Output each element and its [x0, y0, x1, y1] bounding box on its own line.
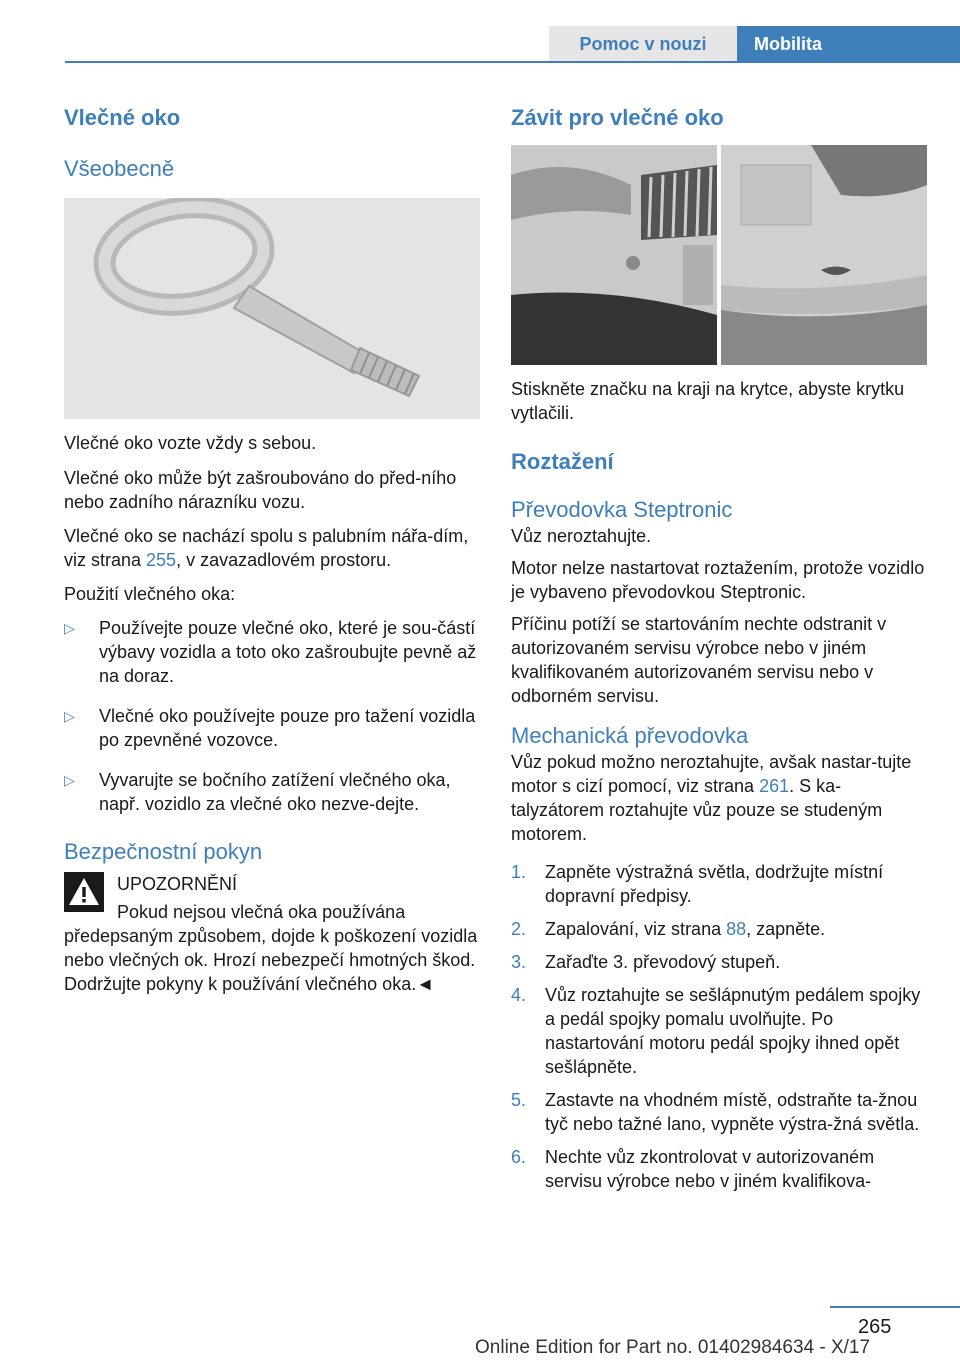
page-link[interactable]: 88	[726, 919, 747, 939]
list-item: 3. Zařaďte 3. převodový stupeň.	[511, 952, 781, 972]
usage-list	[64, 616, 480, 816]
bumper-photo-icon	[511, 145, 927, 365]
paragraph: Použití vlečného oka:	[64, 584, 236, 604]
page-link[interactable]: 261	[759, 776, 790, 796]
paragraph: Motor nelze nastartovat roztažením, protože vozidlo je vybaveno převodovkou Steptronic.	[511, 558, 925, 602]
subsection-title-manual: Mechanická převodovka	[511, 723, 749, 748]
page-number: 265	[858, 1316, 892, 1338]
warning-block	[64, 872, 480, 996]
paragraph: Vlečné oko může být zašroubováno do před-ního nebo zadního nárazníku vozu.	[64, 468, 457, 512]
subsection-title-safety: Bezpečnostní pokyn	[64, 839, 263, 864]
left-column	[64, 100, 480, 996]
header-tabs	[549, 26, 960, 62]
list-item: ▷ Vlečné oko používejte pouze pro tažení vozidla po zpevněné vozovce.	[64, 706, 476, 750]
header-divider	[65, 61, 960, 63]
list-item: 5. Zastavte na vhodném místě, odstraňte ta-žnou tyč nebo tažné lano, vypněte výstra-žná světla.	[511, 1090, 920, 1134]
list-item: ▷ Vyvarujte se bočního zatížení vlečného oka, např. vozidlo za vlečné oko nezve-dejte.	[64, 770, 451, 814]
paragraph: Vlečné oko se nachází spolu s palubním nářa-dím, viz strana 255, v zavazadlovém prostoru.	[64, 526, 469, 570]
bumper-photo	[511, 145, 927, 365]
section-title-thread: Závit pro vlečné oko	[511, 105, 724, 130]
paragraph: Vůz neroztahujte.	[511, 526, 652, 546]
list-item: 4. Vůz roztahujte se sešlápnutým pedálem spojky a pedál spojky pomalu uvolňujte. Po nastartování motoru pedál spojky ihned opět sešlápněte.	[511, 985, 921, 1077]
list-item: 6. Nechte vůz zkontrolovat v autorizovaném servisu výrobce nebo v jiném kvalifikova-	[511, 1147, 875, 1191]
paragraph: Stiskněte značku na kraji na krytce, abyste krytku vytlačili.	[511, 379, 905, 423]
tow-eye-illustration	[64, 198, 480, 419]
paragraph: Příčinu potíží se startováním nechte odstranit v autorizovaném servisu výrobce nebo v jiném kvalifikovaném autorizovaném servisu nebo v odborném servisu.	[511, 614, 887, 706]
section-title-towing: Roztažení	[511, 449, 614, 474]
warning-icon	[64, 872, 104, 912]
tow-eye-icon	[64, 198, 480, 419]
paragraph: Vlečné oko vozte vždy s sebou.	[64, 433, 317, 453]
list-item: ▷ Používejte pouze vlečné oko, které je sou-částí výbavy vozidla a toto oko zašroubujte pevně až na doraz.	[64, 618, 477, 686]
tab-chapter[interactable]: Mobilita	[737, 26, 960, 62]
paragraph: Vůz pokud možno neroztahujte, avšak nastar-tujte motor s cizí pomocí, viz strana 261. S ka-talyzátorem roztahujte vůz pouze se studeným motorem.	[511, 752, 912, 844]
section-title-tow-eye: Vlečné oko	[64, 105, 181, 130]
triangle-bullet-icon: ▷	[64, 772, 75, 788]
list-item: 1. Zapněte výstražná světla, dodržujte místní dopravní předpisy.	[511, 862, 884, 906]
tab-section[interactable]: Pomoc v nouzi	[549, 26, 737, 62]
warning-text: Pokud nejsou vlečná oka používána předepsaným způsobem, dojde k poškození vozidla nebo vlečných ok. Hrozí nebezpečí hmotných škod. Dodržujte pokyny k používání vlečného oka.◄	[64, 902, 478, 994]
triangle-bullet-icon: ▷	[64, 620, 75, 636]
list-item: 2. Zapalování, viz strana 88, zapněte.	[511, 919, 826, 939]
towing-steps	[511, 860, 927, 1193]
triangle-bullet-icon: ▷	[64, 708, 75, 724]
warning-label: UPOZORNĚNÍ	[117, 874, 238, 894]
subsection-title-general: Všeobecně	[64, 156, 175, 181]
page-link[interactable]: 255	[146, 550, 177, 570]
edition-note: Online Edition for Part no. 01402984634 - X/17	[475, 1337, 871, 1358]
subsection-title-steptronic: Převodovka Steptronic	[511, 497, 733, 522]
right-column	[511, 100, 927, 1193]
footer-divider	[830, 1306, 960, 1308]
